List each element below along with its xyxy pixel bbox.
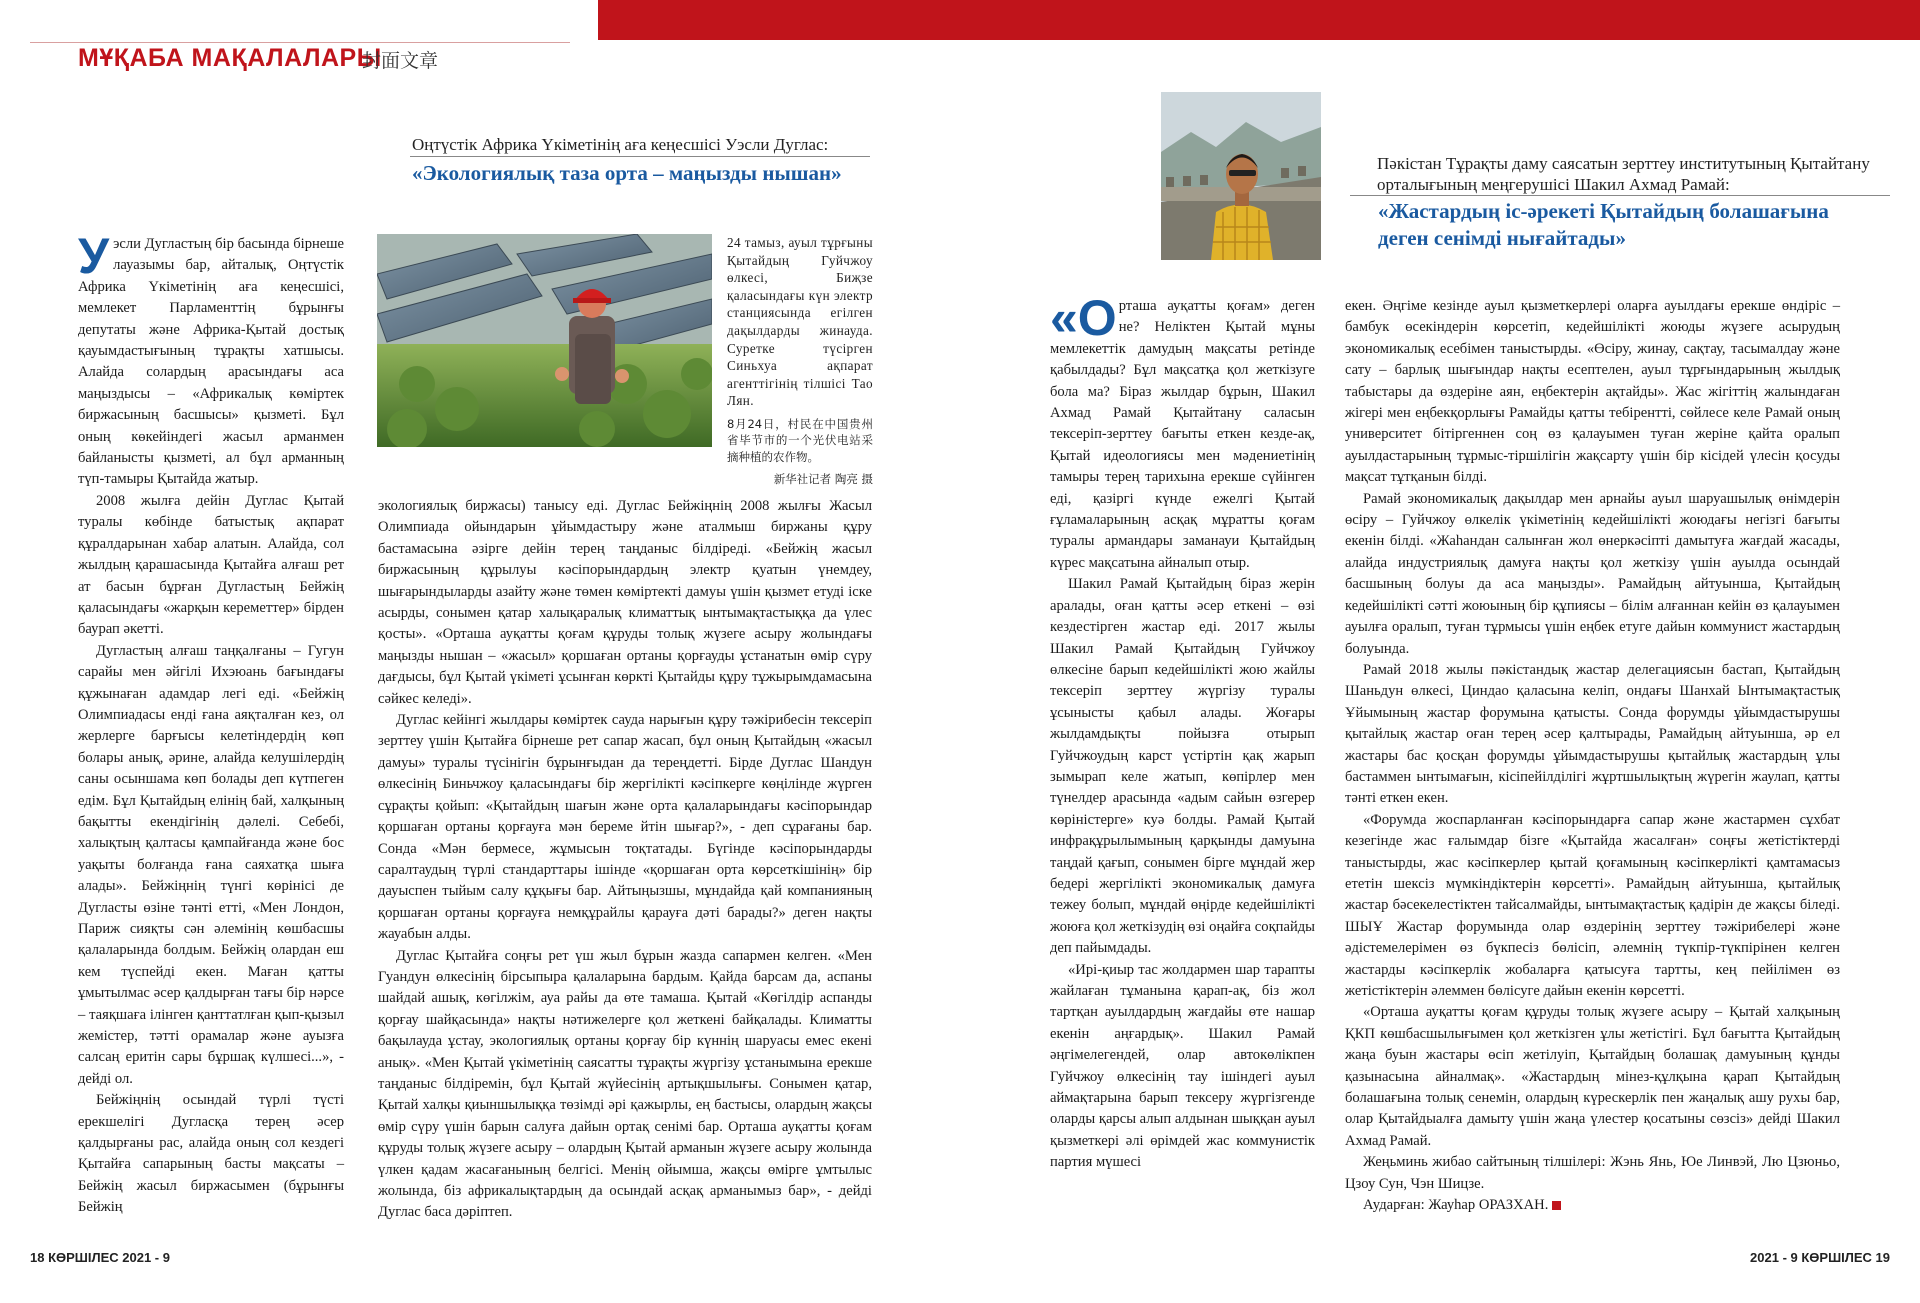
header-divider: [30, 42, 570, 43]
right-article-col3: [1050, 290, 1315, 1174]
paragraph: Дуглас кейінгі жылдары көміртек сауда нарығын құру тәжірибесін тексеріп зерттеу үшін Қытайға бірнеше рет сапар жасап, бұл оның Қытайдың «жасыл дамуы» туралы түсінігін бұрынғыдан да тереңдетті. Бірде Дуглас Шандун өлкесінің Биньчжоу қаласындағы бір жергілікті кәсіпкерге көңілінде жүрген сұрақты қойып: «Қытайдың шағын және орта қалаларындағы кәсіпорындар қоршаған ортаны қорғауға мән береме йтін шығар?», - деп сұрағаны бар. Сонда «Мән бермесе, жұмысын тоқтатады. Бүгінде кәсіпорындарды саралтаудың түрлі стандарттары ішінде «қоршаған орта көрсеткішінің» бір дауыспен тыйым салу құқығы бар. Айтыңызшы, мұндайда қай компанияның қоршаған ортаны қорғауға немқұрайлы қарауға дәті барады?» деген нақты жауабын алды.: [378, 712, 872, 943]
right-article-col4: [1345, 296, 1840, 1216]
farm-photo-image: [377, 234, 712, 447]
right-headline: «Жастардың іс-әрекеті Қытайдың болашағына деген сенімді нығайтады»: [1378, 199, 1829, 251]
paragraph: «Форумда жоспарланған кәсіпорындарға сапар және жастармен сұхбат кезегінде жас ғалымдар бізге «Қытайда жасалған» соңғы жетістіктерді таныстырды, жас кәсіпкерлер қытай қоғамының кәсіпкерлікті қамтамасыз ететін шексіз мүмкіндіктерін көрсетті». Рамайдың айтуынша, қытайлық жастар бәсекелестіктен тайсалмайды, ынтымақтастық қадірін де жақсы біледі. ШЫҰ Жастар форумында олар өздерінің зерттеу тәжірибелері және әдістемелерімен өз бүкпесіз бөлісіп, әлемнің түкпір-түкпірінен келген жастарды кәсіпкерлік жобаларға қатысуға тартты, кең пейілімен өз жетістіктерін әлеммен бөлісуге дайын екенін көрсетті.: [1345, 811, 1840, 999]
paragraph: экологиялық биржасы) танысу еді. Дуглас Бейжіңнің 2008 жылғы Жасыл Олимпиада ойындарын ұйымдастыру және аталмыш биржаны құру бастамасына әзірге дейін терең таңданыс білдіреді. «Бейжің жасыл биржасының құрылуы кәсіпорындардың электр қуатын үнемдеу, шығарындыларды азайту және төмен көміртекті дамуы үшін қызмет етуді іске асырды, сонымен қатар халықаралық климаттық ынтымақтастыққа да үлес қосты». «Орташа ауқатты қоғам құруды толық жүзеге асыру жолындағы маңызды нышан – «жасыл» қоршаған ортаны қорғауды ұстанатын өмір сүру дағдысы, бұл Қытай үкіметі ұсынған көркті Қытайды құру тұжырымдамасына сәйкес келеді».: [378, 498, 872, 707]
paragraph: Рамай экономикалық дақылдар мен арнайы ауыл шаруашылық өнімдерін өсіру – Гуйчжоу өлкелік үкіметінің кедейшілікті жоюдағы негізгі бағыты екенін білді. «Жаһандан салынған жол өнеркәсіпті дамытуға жағдай жасады, алайда индустриялық дамуға нақты қол жеткізу үшін ауылда осындай басшының болуы да аса маңызды». Рамайдың айтуынша, Қытайдың кедейшілікті сәтті жоюының бір құпиясы – білім алғаннан кейін өз қалауымен ауылға оралып, туған тұрмысы үшін еңбек етуге дайын коммунист жастардың болуында.: [1345, 490, 1840, 657]
end-mark: [1552, 1201, 1561, 1210]
dropcap: У: [78, 228, 110, 284]
farm-photo: [377, 234, 712, 447]
paragraph: Шакил Рамай Қытайдың біраз жерін аралады, оған қатты әсер еткені – өзі кездестірген жастар еді. 2017 жылы Шакил Рамай Қытайдың Гуйчжоу өлкесіне барып кедейшілікті жою жайлы тексеріп зерттеу жүргізу туралы ұсынысты қабыл алады. Жоғары жылдамдықты пойызға отырып Гуйчжоудың карст үстіртін қақ жарып зымырап келе жатып, көпірлер мен түнелдер арасында «адым сайын өзгерер көріністерге» куә болды. Рамай Қытай инфрақұрылымының қарқынды дамуына таңдай қағып, сонымен бірге мұндай жер бедері жергілікті экономикалық дамуға тежеу болып, мұндай өңірде кедейшілікті жоюға қол жеткізудің өзі оңайға соқпайды деп пайымдады.: [1050, 576, 1315, 957]
paragraph: Уэсли Дугластың бір басында бірнеше лауазымы бар, айталық, Оңтүстік Африка Үкіметінің аға кеңесшісі, мемлекет Парламенттің бұрынғы депутаты және Африка-Қытай достық қауымдастығының тұрақты хатшысы. Алайда солардың арасындағы аса маңыздысы – «Африкалық көміртек биржасының басшысы» қызметі. Бұл оның көкейіндегі жасыл арманмен байланысты қызметі, ал бұл арманның түп-тамыры Қытайда жатыр.: [78, 228, 344, 488]
right-kicker: Пәкістан Тұрақты даму саясатын зерттеу институтының Қытайтану орталығының меңгерушісі Шакил Ахмад Рамай:: [1377, 154, 1870, 195]
dropcap: «О: [1050, 290, 1117, 346]
footer-left: 18 КӨРШІЛЕС 2021 - 9: [30, 1250, 170, 1265]
paragraph: «Орташа ауқатты қоғам» деген не? Неліктен Қытай мұны мемлекеттік дамудың мақсаты ретінде қабылдады? Бұл мақсатқа қол жеткізуге бола ма? Біраз жылдар бұрын, Шакил Ахмад Рамай Қытайтану саласын тексеріп-зерттеу бағыты еткен кезде-ақ, Қытай идеологиясы мен мәдениетінің тамыры терең тарихына ерекше сүйінген еді, қазіргі күнде ежелгі Қытай ғұламаларының асқақ мұратты қоғам туралы армандары заманауи Қытайдың күрес мақсатына айналып отыр.: [1050, 290, 1315, 571]
paragraph: Жеңьминь жибао сайтының тілшілері: Жэнь Янь, Юе Линвэй, Лю Цзюньо, Цзоу Сун, Чэн Шицзе.: [1345, 1154, 1840, 1192]
photo-caption-cn-credit: 新华社记者 陶亮 摄: [773, 472, 873, 487]
top-red-bar: [598, 0, 1920, 40]
translator-line: Аударған: Жауһар ОРАЗХАН.: [1345, 1195, 1840, 1216]
footer-right: 2021 - 9 КӨРШІЛЕС 19: [1750, 1250, 1890, 1265]
paragraph: 2008 жылға дейін Дуглас Қытай туралы көбінде батыстық ақпарат құралдарынан хабар алатын. Алайда, сол жылдың қарашасында Қытайға алғаш рет ат басын бұрған Дугластың Бейжің қаласындағы «жарқын кереметтер» бірден баурап әкетті.: [78, 492, 344, 638]
section-title: МҰҚАБА МАҚАЛАЛАРЫ: [78, 44, 382, 72]
paragraph: Рамай 2018 жылы пәкістандық жастар делегациясын бастап, Қытайдың Шаньдун өлкесі, Циндао қаласына келіп, ондағы Шанхай Ынтымақтастық Ұйымының жастар форумына қатысты. Сонда форумды ұйымдастырушы қытайлық жастар оған терең әсер қалтырады, Рамайдың айтуынша, әр ел жастары бас қосқан форумды ұйымдастырушы қытайлық жастардың ұлы бастаммен ынтымағын, кісіпейілділігі жұртшылықтың жүрегін жаулап, қатты тәнті еткен екен.: [1345, 661, 1840, 807]
paragraph: «Орташа ауқатты қоғам құруды толық жүзеге асыру – Қытай халқының ҚКП көшбасшылығымен қол жеткізген ұлы жетістігі. Бұл бағытта Қытайдың жаңа буын жастары өсіп жетілуіп, Қытайдың болашақ дамуының құнды қазынасына айналмақ». «Жастардың мінез-құлқына қарап Қытайдың болашағына толық сенемін, олардың күрескерлік пен жаңалық ашу рухы бар, олар Қытайдыалға дамыту үшін жаңа үлестер қосатыны сөзсіз» дейді Шакил Ахмад Рамай.: [1345, 1004, 1840, 1149]
photo-caption: [727, 234, 873, 488]
portrait-photo-image: [1161, 92, 1321, 260]
left-headline: «Экологиялық таза орта – маңызды нышан»: [412, 161, 842, 185]
left-kicker-rule: [410, 156, 870, 157]
paragraph: Бейжіңнің осындай түрлі түсті ерекшелігі Дугласқа терең әсер қалдырғаны рас, алайда оның сол кездегі Қытайға сапарының басты мақсаты – Бейжің жасыл биржасымен (бұрынғы Бейжің: [78, 1092, 344, 1216]
right-kicker-rule: [1350, 195, 1890, 196]
portrait-photo: [1161, 92, 1321, 260]
left-article-col1: [78, 228, 344, 1219]
left-article-col2: [378, 496, 872, 1224]
paragraph: Дугластың алғаш таңқалғаны – Гугун сарайы мен әйгілі Ихэюань бағындағы құжынаған адамдар легі еді. «Бейжің Олимпиадасы енді ғана аяқталған кез, ол жерлерге барғысы келетіндердің көп болары анық, әрине, алайда келушілердің саны осыншама көп болады деп күтпеген едім. Бұл Қытайдың елінің бай, халқының бақытты екендігінің дәлелі. Себебі, халықтың қалтасы қампайғанда және бос уақыты болғанда ғана саяхатқа шыға алады». Бейжіңнің түнгі көрінісі де Дугласты өзіне тәнті етті, «Мен Лондон, Париж сияқты сән әлемінің көшбасшы қалаларында болдым. Бейжің олардан еш кем түспейді екен. Маған қатты ұмытылмас әсер қалдырған тағы бір нәрсе – таяқшаға ілінген қанттатлған қып-қызыл жемістер, тәтті орамалар және ауызға салсаң еритін сары бұршақ күлшесі...», - дейді ол.: [78, 642, 344, 1087]
paragraph: екен. Әңгіме кезінде ауыл қызметкерлері оларға ауылдағы ерекше өндіріс – бамбук өсекіндерін көрсетіп, кедейшілікті жоюды жүзеге асырудың экономикалық есебімен таныстырды. «Өсіру, жинау, сақтау, тасымалдау және сату – барлық шығындар нақты есептелен, ауыл тұрғындарының жылдық табыстары да өздеріне аян, еңбектерін ақтайды». Жас жігіттің жалындаған жігері мен еңбекқорлығы Рамайды қатты тебірентті, сөйлесе келе Рамай оның университет бітіргеннен соң өз қалауымен туған жеріне қайта оралып ауылдастарының тұрмыс-тіршілігін жақсарту үшін бір кісідей үлесін қосуды мақсат тұтқанын білді.: [1345, 298, 1840, 486]
paragraph: «Ирі-қиыр тас жолдармен шар тарапты жайлаған тұманына қарап-ақ, біз жол тартқан ауылдардың жағдайы өте нашар екенін аңғардық». Шакил Рамай әңгімелегендей, олар автокөлікпен Гуйчжоу өлкесінің тау ішіндегі ауыл аймақтарына барып тексеру жүргізгенде оларды қарсы алып алдынан шыққан ауыл қызметкері әлі өрімдей жас коммунистік партия мүшесі: [1050, 961, 1315, 1171]
left-kicker: Оңтүстік Африка Үкіметінің аға кеңесшісі Уэсли Дуглас:: [412, 135, 829, 154]
paragraph: Дуглас Қытайға соңғы рет үш жыл бұрын жазда сапармен келген. «Мен Гуандун өлкесінің бірсыпыра қалаларына бардым. Қайда барсам да, аспаны шайдай ашық, көгілжім, ауа райы да өте тамаша. Қытай «Көгілдір аспанды қорғау шайқасында» нақты нәтижелерге қол жеткені байқалады. Климатты бақылауда ұстау, экологиялық ортаны қорғау бір күннің шаруасы емес екені анық». «Мен Қытай үкіметінің саясатты тұрақты жүргізу ұстанымына ерекше таңданыс білдіремін, бұл Қытай жүйесінің артықшылығы. Сонымен қатар, Қытай халқы қиыншылыққа төзімді әрі қажырлы, ең бастысы, олардың жақсы өмір сүру үшін барын салуға дайын ортақ сенімі бар. Орташа ауқатты қоғам құруды толық жүзеге асыру – олардың Қытай арманын жүзеге асыру жолында үлкен қадам жасағанының белгісі. Менің ойымша, жақсы өмірге ұмтылыс жолында, біз африкалықтардың да осындай асқақ арманымыз бар», - дейді Дуглас баса дәріптеп.: [378, 947, 872, 1221]
photo-caption-cn: 8月24日，村民在中国贵州省毕节市的一个光伏电站采摘种植的农作物。: [727, 416, 873, 464]
section-title-cn: 封面文章: [362, 50, 439, 72]
photo-caption-kz: 24 тамыз, ауыл тұрғыны Қытайдың Гуйчжоу өлкесі, Биҗзе қаласындағы күн электр станциясында егілген дақылдарды жинауда. Суретке түсірген Синьхуа ақпарат агенттігінің тілшісі Тао Лян.: [727, 235, 873, 409]
